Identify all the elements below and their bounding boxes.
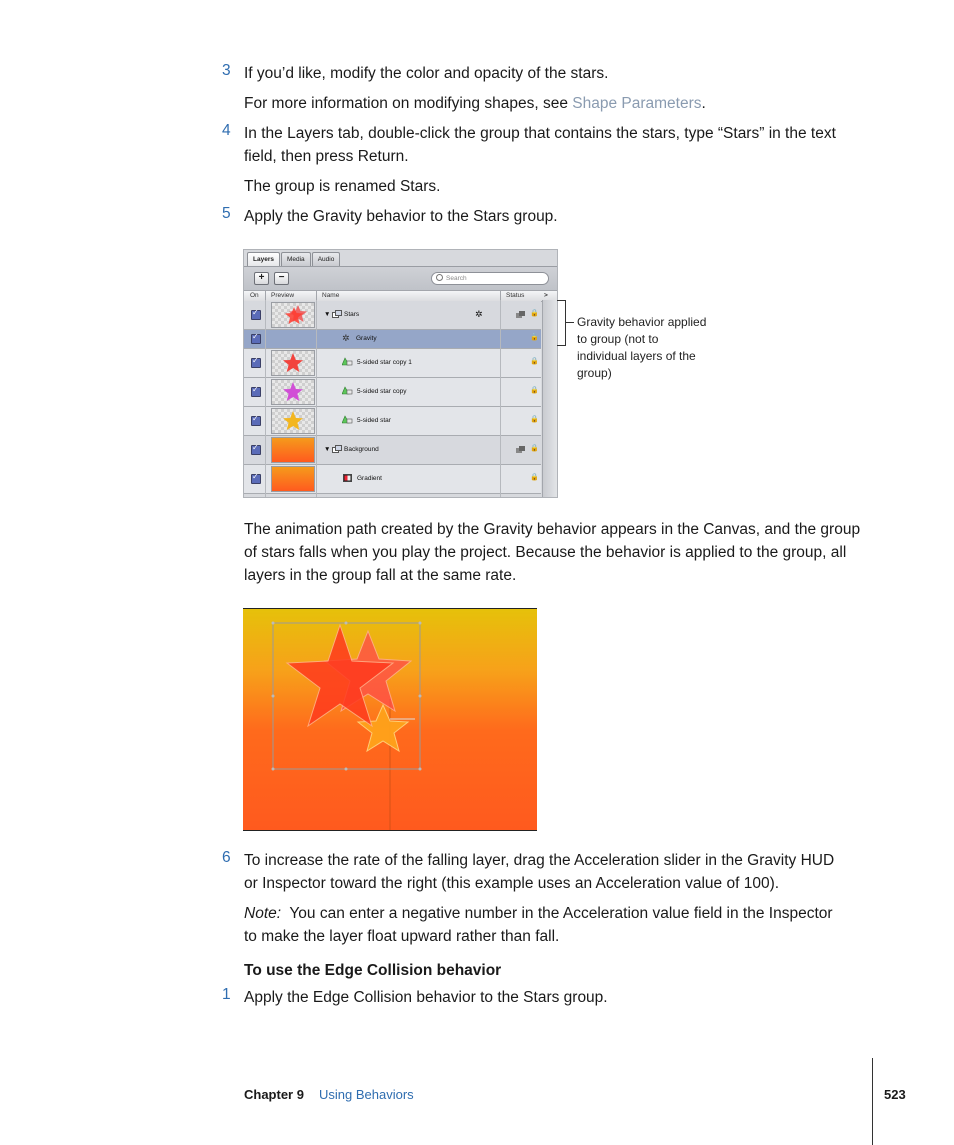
callout-bracket bbox=[557, 300, 566, 346]
tab-audio[interactable]: Audio bbox=[312, 252, 341, 266]
star-thumbnail-icon bbox=[272, 380, 314, 404]
step-number: 5 bbox=[222, 205, 231, 222]
shape-icon bbox=[342, 415, 352, 423]
lock-icon[interactable]: 🔒 bbox=[530, 387, 539, 394]
callout-line: to group (not to bbox=[577, 332, 659, 346]
layer-row-stars[interactable] bbox=[244, 301, 541, 330]
column-name[interactable]: Name bbox=[322, 292, 340, 299]
step-text-line1: In the Layers tab, double-click the group that contains the stars, type “Stars” in the text bbox=[244, 125, 836, 142]
callout-line: individual layers of the bbox=[577, 349, 696, 363]
layer-enable-checkbox[interactable] bbox=[251, 387, 261, 397]
tab-layers[interactable]: Layers bbox=[247, 252, 280, 266]
search-placeholder: Search bbox=[446, 275, 467, 282]
para-line: of stars falls when you play the project. Because the behavior is applied to the group, all bbox=[244, 544, 847, 561]
lock-icon[interactable]: 🔒 bbox=[530, 416, 539, 423]
lock-icon[interactable]: 🔒 bbox=[530, 310, 539, 317]
step-sub-text: The group is renamed Stars. bbox=[244, 178, 441, 195]
layer-enable-checkbox[interactable] bbox=[251, 358, 261, 368]
behavior-name: Gravity bbox=[356, 335, 377, 342]
group-icon bbox=[332, 445, 342, 453]
layer-name: Stars bbox=[344, 311, 360, 318]
star-thumbnail-icon bbox=[272, 351, 314, 375]
gradient-thumbnail bbox=[271, 466, 315, 492]
step-number: 4 bbox=[222, 122, 231, 139]
disclosure-triangle-icon[interactable]: ▼ bbox=[324, 446, 331, 453]
section-heading: To use the Edge Collision behavior bbox=[244, 962, 502, 979]
layer-name: Background bbox=[344, 446, 379, 453]
footer-chapter: Chapter 9 bbox=[244, 1087, 304, 1102]
footer-chapter-title[interactable]: Using Behaviors bbox=[319, 1087, 414, 1102]
step-text-line1: To increase the rate of the falling layer, drag the Acceleration slider in the Gravity HUD bbox=[244, 852, 835, 869]
note-line2: to make the layer float upward rather than fall. bbox=[244, 928, 560, 945]
remove-layer-button[interactable]: − bbox=[274, 272, 289, 285]
layer-name: 5-sided star copy bbox=[357, 388, 407, 395]
para-line: The animation path created by the Gravity behavior appears in the Canvas, and the group bbox=[244, 521, 861, 538]
column-more-icon[interactable]: > bbox=[544, 292, 548, 299]
sub-text-pre: For more information on modifying shapes, see bbox=[244, 95, 573, 112]
disclosure-triangle-icon[interactable]: ▼ bbox=[324, 311, 331, 318]
column-on[interactable]: On bbox=[250, 292, 259, 299]
column-preview[interactable]: Preview bbox=[271, 292, 295, 299]
shape-icon bbox=[342, 357, 352, 365]
layer-name: 5-sided star copy 1 bbox=[357, 359, 412, 366]
stack-icon bbox=[516, 446, 526, 453]
behavior-enable-checkbox[interactable] bbox=[251, 334, 261, 344]
layer-row-background[interactable] bbox=[244, 436, 541, 465]
callout-line: group) bbox=[577, 366, 612, 380]
tab-media[interactable]: Media bbox=[281, 252, 311, 266]
layer-row-gravity[interactable] bbox=[244, 330, 541, 349]
step-text: Apply the Gravity behavior to the Stars group. bbox=[244, 208, 558, 225]
note-line1 bbox=[244, 902, 833, 925]
note-text: You can enter a negative number in the Acceleration value field in the Inspector bbox=[281, 905, 833, 922]
step-number: 1 bbox=[222, 986, 231, 1003]
step-text-line2: field, then press Return. bbox=[244, 148, 409, 165]
layer-enable-checkbox[interactable] bbox=[251, 416, 261, 426]
layers-toolbar bbox=[244, 266, 557, 291]
layer-thumbnail bbox=[271, 379, 315, 405]
note-label: Note: bbox=[244, 905, 282, 922]
layer-name: 5-sided star bbox=[357, 417, 391, 424]
search-field[interactable] bbox=[431, 272, 549, 285]
sub-text-post: . bbox=[701, 95, 706, 112]
layer-thumbnail bbox=[271, 350, 315, 376]
add-layer-button[interactable]: + bbox=[254, 272, 269, 285]
step-text: Apply the Edge Collision behavior to the Stars group. bbox=[244, 989, 608, 1006]
layers-scrollbar[interactable] bbox=[542, 300, 557, 497]
layer-row-gradient[interactable] bbox=[244, 465, 541, 494]
layer-row-star[interactable] bbox=[244, 407, 541, 436]
step-number: 3 bbox=[222, 62, 231, 79]
layer-row-star-copy-1[interactable] bbox=[244, 349, 541, 378]
canvas-illustration bbox=[243, 608, 537, 831]
layer-name: Gradient bbox=[357, 475, 382, 482]
column-status[interactable]: Status bbox=[506, 292, 525, 299]
layer-enable-checkbox[interactable] bbox=[251, 445, 261, 455]
gear-icon[interactable]: ✲ bbox=[475, 309, 483, 319]
para-line: layers in the group fall at the same rate. bbox=[244, 567, 517, 584]
star-thumbnail-icon bbox=[272, 303, 314, 327]
callout-text bbox=[577, 314, 727, 382]
callout-leader-line bbox=[566, 322, 574, 323]
lock-icon[interactable]: 🔒 bbox=[530, 445, 539, 452]
step-text: If you’d like, modify the color and opacity of the stars. bbox=[244, 65, 609, 82]
search-icon bbox=[436, 274, 443, 281]
group-icon bbox=[332, 310, 342, 318]
layers-panel bbox=[243, 249, 558, 498]
lock-icon[interactable]: 🔒 bbox=[530, 334, 539, 341]
gradient-thumbnail bbox=[271, 437, 315, 463]
page-number: 523 bbox=[884, 1087, 906, 1102]
gradient-icon bbox=[343, 474, 352, 482]
behavior-gear-icon: ✲ bbox=[342, 333, 350, 343]
step-sub-text bbox=[244, 92, 706, 115]
step-text-line2: or Inspector toward the right (this example uses an Acceleration value of 100). bbox=[244, 875, 780, 892]
layer-thumbnail bbox=[271, 408, 315, 434]
star-thumbnail-icon bbox=[272, 409, 314, 433]
callout-line: Gravity behavior applied bbox=[577, 315, 707, 329]
lock-icon[interactable]: 🔒 bbox=[530, 474, 539, 481]
step-number: 6 bbox=[222, 849, 231, 866]
layer-row-star-copy[interactable] bbox=[244, 378, 541, 407]
shape-icon bbox=[342, 386, 352, 394]
shape-parameters-link[interactable]: Shape Parameters bbox=[572, 95, 702, 112]
lock-icon[interactable]: 🔒 bbox=[530, 358, 539, 365]
layer-enable-checkbox[interactable] bbox=[251, 474, 261, 484]
footer-divider bbox=[872, 1058, 873, 1145]
stack-icon bbox=[516, 311, 526, 318]
tab-bar bbox=[247, 252, 341, 266]
falling-stars-graphic bbox=[243, 609, 537, 830]
layer-enable-checkbox[interactable] bbox=[251, 310, 261, 320]
layer-thumbnail bbox=[271, 302, 315, 328]
